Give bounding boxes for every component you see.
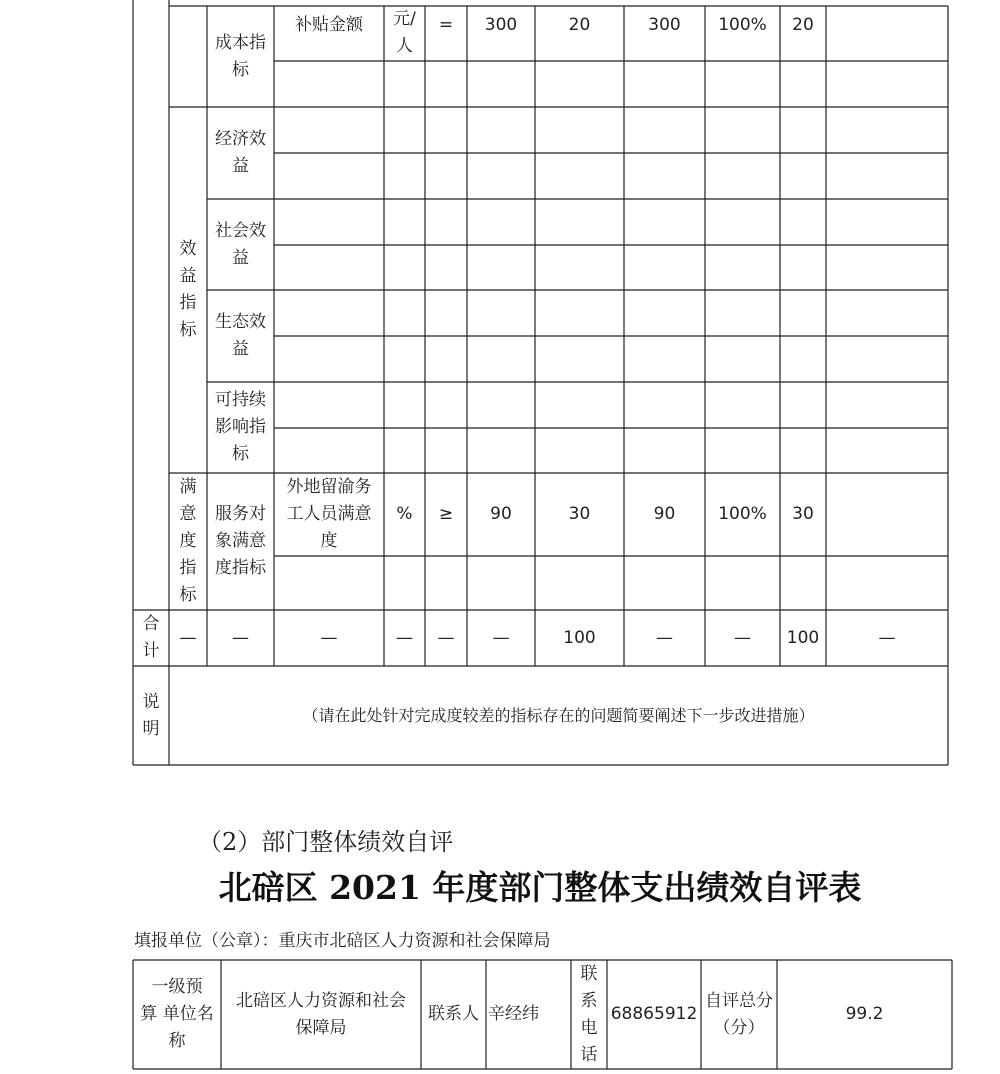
- budget-unit-value: 北碚区人力资源和社会 保障局: [236, 990, 406, 1038]
- indicator-subsidy-amount: 补贴金额: [295, 15, 363, 35]
- secondary-indicator-economic: 经济效 益: [215, 129, 266, 176]
- indicator-score: 30: [792, 504, 814, 524]
- indicator-actual-value: 90: [653, 504, 676, 524]
- self-score-value: 99.2: [845, 1004, 884, 1024]
- total-dash: —: [878, 627, 896, 648]
- primary-indicator-benefit: 效 益 指 标: [179, 239, 197, 340]
- indicator-unit: %: [396, 504, 413, 524]
- self-score-label: 自评总分 （分）: [705, 990, 773, 1038]
- page-title: 北碚区 2021 年度部门整体支出绩效自评表: [218, 868, 862, 907]
- total-score: 100: [786, 627, 820, 648]
- total-dash: —: [437, 627, 455, 648]
- total-dash: —: [734, 627, 751, 648]
- secondary-indicator-service-satisfaction: 服务对 象满意 度指标: [215, 504, 266, 578]
- phone-value: 68865912: [610, 1004, 698, 1024]
- indicator-worker-satisfaction: 外地留渝务 工人员满意 度: [286, 477, 372, 551]
- indicator-actual-value: 300: [648, 15, 681, 35]
- indicator-operator: ≥: [438, 504, 454, 524]
- total-label: 合 计: [142, 614, 160, 661]
- total-dash: —: [320, 627, 338, 648]
- secondary-indicator-sustainable: 可持续 影响指 标: [215, 390, 266, 464]
- phone-label: 联 系 电 话: [580, 963, 598, 1065]
- total-dash: —: [656, 627, 673, 648]
- total-dash: —: [179, 627, 197, 648]
- indicator-completion-rate: 100%: [718, 15, 767, 35]
- indicator-weight: 30: [568, 504, 591, 524]
- indicator-completion-rate: 100%: [718, 504, 767, 524]
- reporting-unit-line: 填报单位（公章）：重庆市北碚区人力资源和社会保障局: [134, 931, 551, 951]
- section-heading: （2）部门整体绩效自评: [198, 828, 454, 856]
- indicator-target-value: 300: [484, 15, 518, 35]
- total-weight: 100: [563, 627, 596, 648]
- total-dash: —: [492, 627, 510, 648]
- indicator-score: 20: [792, 15, 814, 35]
- contact-label: 联系人: [428, 1004, 479, 1024]
- primary-indicator-satisfaction: 满 意 度 指 标: [179, 477, 197, 605]
- budget-unit-label: 一级预 算 单位名 称: [140, 977, 214, 1051]
- indicator-operator: =: [438, 15, 454, 35]
- indicator-unit: 元/ 人: [393, 9, 416, 56]
- secondary-indicator-ecological: 生态效 益: [215, 312, 266, 359]
- indicator-target-value: 90: [490, 504, 512, 524]
- contact-value: 辛经纬: [488, 1004, 539, 1024]
- secondary-indicator-cost: 成本指 标: [215, 32, 266, 80]
- secondary-indicator-social: 社会效 益: [215, 220, 266, 268]
- note-label: 说 明: [142, 691, 160, 739]
- note-text: （请在此处针对完成度较差的指标存在的问题简要阐述下一步改进措施）: [302, 706, 815, 725]
- total-dash: —: [232, 627, 249, 648]
- total-dash: —: [396, 627, 413, 648]
- indicator-weight: 20: [568, 15, 591, 35]
